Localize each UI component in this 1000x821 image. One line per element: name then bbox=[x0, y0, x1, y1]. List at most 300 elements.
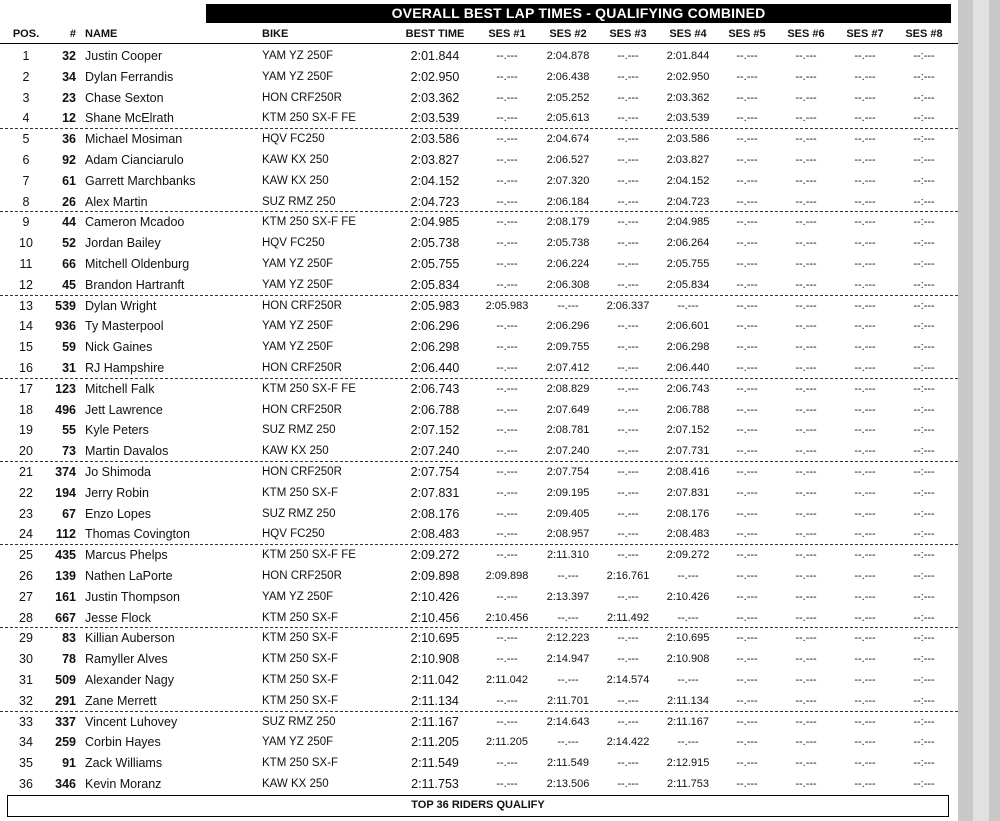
row-ses-2: 2:05.738 bbox=[546, 237, 590, 250]
table-row bbox=[0, 441, 958, 462]
row-bike: HQV FC250 bbox=[262, 133, 325, 146]
row-ses-4: --.--- bbox=[677, 736, 699, 749]
row-ses-6: --.--- bbox=[795, 403, 817, 416]
row-ses-1: --.--- bbox=[496, 257, 518, 270]
row-best-time: 2:04.985 bbox=[410, 215, 460, 230]
row-name: Jett Lawrence bbox=[85, 402, 163, 417]
row-best-time: 2:05.834 bbox=[410, 277, 460, 292]
row-ses-7: --.--- bbox=[854, 611, 876, 624]
row-ses-8: --:--- bbox=[913, 257, 935, 270]
row-ses-8: --:--- bbox=[913, 736, 935, 749]
row-number: 32 bbox=[62, 49, 76, 63]
row-number: 539 bbox=[55, 298, 76, 313]
row-ses-2: 2:06.224 bbox=[546, 257, 590, 270]
row-pos: 4 bbox=[22, 111, 30, 126]
header-best-time: BEST TIME bbox=[405, 28, 465, 40]
row-ses-3: --.--- bbox=[617, 320, 639, 333]
row-ses-2: 2:05.613 bbox=[546, 112, 590, 125]
row-ses-2: 2:06.296 bbox=[546, 320, 590, 333]
row-ses-8: --:--- bbox=[913, 569, 935, 582]
row-best-time: 2:11.753 bbox=[411, 776, 459, 791]
row-ses-2: 2:08.179 bbox=[546, 216, 590, 229]
row-ses-8: --:--- bbox=[913, 611, 935, 624]
row-best-time: 2:06.298 bbox=[410, 340, 460, 355]
row-ses-5: --.--- bbox=[736, 91, 758, 104]
row-ses-8: --:--- bbox=[913, 632, 935, 645]
header-ses-3: SES #3 bbox=[609, 28, 647, 40]
row-ses-6: --.--- bbox=[795, 174, 817, 187]
row-name: Enzo Lopes bbox=[85, 506, 152, 521]
row-name: Vincent Luhovey bbox=[85, 714, 178, 729]
row-pos: 33 bbox=[19, 714, 33, 729]
row-best-time: 2:11.167 bbox=[411, 714, 459, 729]
qualify-note: TOP 36 RIDERS QUALIFY bbox=[7, 795, 949, 817]
row-ses-3: --.--- bbox=[617, 528, 639, 541]
row-ses-1: --.--- bbox=[496, 237, 518, 250]
row-ses-1: --.--- bbox=[496, 361, 518, 374]
table-row bbox=[0, 192, 958, 213]
row-bike: SUZ RMZ 250 bbox=[262, 715, 336, 728]
table-row bbox=[0, 108, 958, 129]
row-ses-2: 2:07.240 bbox=[546, 445, 590, 458]
row-ses-7: --.--- bbox=[854, 424, 876, 437]
row-ses-1: --.--- bbox=[496, 216, 518, 229]
table-row bbox=[0, 400, 958, 421]
row-pos: 27 bbox=[19, 589, 33, 604]
row-pos: 11 bbox=[19, 256, 33, 271]
row-ses-7: --.--- bbox=[854, 757, 876, 770]
row-ses-3: --.--- bbox=[617, 112, 639, 125]
row-name: Justin Thompson bbox=[85, 589, 180, 604]
row-ses-3: --.--- bbox=[617, 715, 639, 728]
row-ses-1: --.--- bbox=[496, 195, 518, 208]
row-bike: YAM YZ 250F bbox=[262, 50, 334, 62]
row-pos: 19 bbox=[19, 423, 33, 438]
row-bike: HQV FC250 bbox=[262, 237, 325, 250]
row-bike: KTM 250 SX-F bbox=[262, 653, 339, 666]
table-row bbox=[0, 753, 958, 774]
row-pos: 16 bbox=[19, 360, 33, 375]
row-ses-7: --.--- bbox=[854, 403, 876, 416]
row-ses-7: --.--- bbox=[854, 237, 876, 250]
row-ses-3: --.--- bbox=[617, 424, 639, 437]
row-ses-7: --.--- bbox=[854, 653, 876, 666]
row-ses-3: --.--- bbox=[617, 195, 639, 208]
row-ses-7: --.--- bbox=[854, 50, 876, 62]
row-ses-3: --.--- bbox=[617, 174, 639, 187]
row-ses-8: --:--- bbox=[913, 424, 935, 437]
header-ses-8: SES #8 bbox=[905, 28, 943, 40]
row-ses-7: --.--- bbox=[854, 91, 876, 104]
row-ses-3: --.--- bbox=[617, 486, 639, 499]
row-ses-8: --:--- bbox=[913, 528, 935, 541]
row-name: Michael Mosiman bbox=[85, 132, 183, 147]
scrollbar-thumb[interactable] bbox=[973, 0, 989, 821]
row-number: 73 bbox=[62, 444, 76, 459]
row-name: Alex Martin bbox=[85, 194, 148, 209]
table-row bbox=[0, 732, 958, 753]
row-best-time: 2:04.723 bbox=[410, 194, 460, 209]
row-ses-3: --.--- bbox=[617, 507, 639, 520]
table-row bbox=[0, 316, 958, 337]
row-name: Corbin Hayes bbox=[85, 735, 161, 750]
sheet-title: OVERALL BEST LAP TIMES - QUALIFYING COMBINED bbox=[206, 4, 951, 23]
row-ses-5: --.--- bbox=[736, 590, 758, 603]
row-ses-8: --:--- bbox=[913, 174, 935, 187]
row-ses-2: 2:13.397 bbox=[546, 590, 590, 603]
row-ses-8: --:--- bbox=[913, 653, 935, 666]
row-best-time: 2:06.296 bbox=[410, 319, 460, 334]
row-ses-2: 2:13.506 bbox=[546, 777, 590, 790]
row-ses-2: 2:12.223 bbox=[546, 632, 590, 645]
row-ses-4: 2:08.416 bbox=[666, 465, 710, 478]
row-bike: KTM 250 SX-F bbox=[262, 757, 339, 770]
row-ses-5: --.--- bbox=[736, 569, 758, 582]
row-ses-7: --.--- bbox=[854, 257, 876, 270]
row-ses-5: --.--- bbox=[736, 133, 758, 146]
row-ses-5: --.--- bbox=[736, 757, 758, 770]
row-ses-4: 2:10.426 bbox=[666, 590, 710, 603]
row-ses-6: --.--- bbox=[795, 50, 817, 62]
row-bike: HON CRF250R bbox=[262, 465, 342, 478]
row-ses-8: --:--- bbox=[913, 50, 935, 62]
row-bike: KTM 250 SX-F bbox=[262, 673, 339, 686]
row-ses-6: --.--- bbox=[795, 736, 817, 749]
row-ses-1: --.--- bbox=[496, 91, 518, 104]
row-ses-4: 2:03.586 bbox=[666, 133, 710, 146]
row-ses-7: --.--- bbox=[854, 174, 876, 187]
row-best-time: 2:10.456 bbox=[410, 610, 460, 625]
row-bike: KTM 250 SX-F FE bbox=[262, 216, 356, 229]
row-ses-1: --.--- bbox=[496, 341, 518, 354]
row-ses-5: --.--- bbox=[736, 112, 758, 125]
row-ses-1: --.--- bbox=[496, 174, 518, 187]
row-number: 291 bbox=[55, 693, 76, 708]
row-pos: 20 bbox=[19, 444, 33, 459]
row-ses-4: 2:06.601 bbox=[666, 320, 710, 333]
table-row bbox=[0, 691, 958, 712]
row-number: 78 bbox=[62, 652, 76, 667]
row-best-time: 2:09.898 bbox=[410, 568, 460, 583]
row-ses-6: --.--- bbox=[795, 507, 817, 520]
row-ses-3: --.--- bbox=[617, 153, 639, 166]
row-number: 667 bbox=[55, 610, 76, 625]
row-number: 45 bbox=[62, 277, 76, 292]
row-name: Thomas Covington bbox=[85, 527, 190, 542]
row-best-time: 2:11.042 bbox=[411, 672, 459, 687]
row-number: 194 bbox=[55, 485, 76, 500]
row-ses-2: --.--- bbox=[557, 736, 579, 749]
row-ses-1: --.--- bbox=[496, 486, 518, 499]
results-table-body bbox=[0, 46, 958, 795]
row-ses-4: 2:06.440 bbox=[666, 361, 710, 374]
row-ses-3: --.--- bbox=[617, 50, 639, 62]
row-ses-5: --.--- bbox=[736, 673, 758, 686]
row-number: 435 bbox=[55, 548, 76, 563]
row-ses-2: 2:14.643 bbox=[546, 715, 590, 728]
row-ses-3: 2:11.492 bbox=[606, 611, 649, 624]
table-row bbox=[0, 171, 958, 192]
row-bike: HON CRF250R bbox=[262, 361, 342, 374]
row-ses-4: 2:06.788 bbox=[666, 403, 710, 416]
row-ses-2: --.--- bbox=[557, 611, 579, 624]
row-ses-1: --.--- bbox=[496, 320, 518, 333]
row-ses-1: --.--- bbox=[496, 715, 518, 728]
row-ses-8: --:--- bbox=[913, 153, 935, 166]
row-ses-8: --:--- bbox=[913, 757, 935, 770]
row-ses-6: --.--- bbox=[795, 91, 817, 104]
row-ses-4: 2:10.695 bbox=[666, 632, 710, 645]
row-ses-7: --.--- bbox=[854, 694, 876, 707]
row-ses-2: 2:09.755 bbox=[546, 341, 590, 354]
row-best-time: 2:06.440 bbox=[410, 360, 460, 375]
header-ses-1: SES #1 bbox=[488, 28, 526, 40]
row-ses-5: --.--- bbox=[736, 424, 758, 437]
row-bike: KAW KX 250 bbox=[262, 174, 329, 187]
row-ses-8: --:--- bbox=[913, 70, 935, 83]
row-pos: 7 bbox=[22, 173, 30, 188]
row-ses-1: --.--- bbox=[496, 465, 518, 478]
row-name: Martin Davalos bbox=[85, 444, 169, 459]
header-pos: POS. bbox=[12, 28, 40, 40]
row-ses-2: 2:07.754 bbox=[546, 465, 590, 478]
table-row bbox=[0, 337, 958, 358]
row-bike: KAW KX 250 bbox=[262, 445, 329, 458]
row-ses-5: --.--- bbox=[736, 736, 758, 749]
row-pos: 26 bbox=[19, 568, 33, 583]
row-pos: 13 bbox=[19, 298, 33, 313]
row-ses-7: --.--- bbox=[854, 715, 876, 728]
row-ses-2: 2:06.308 bbox=[546, 278, 590, 291]
row-name: Killian Auberson bbox=[85, 631, 175, 646]
row-number: 34 bbox=[62, 69, 76, 84]
row-number: 26 bbox=[62, 194, 76, 209]
row-best-time: 2:01.844 bbox=[410, 49, 460, 63]
table-row bbox=[0, 566, 958, 587]
row-ses-1: --.--- bbox=[496, 153, 518, 166]
row-ses-1: --.--- bbox=[496, 507, 518, 520]
row-ses-2: 2:11.549 bbox=[546, 757, 589, 770]
row-ses-2: --.--- bbox=[557, 299, 579, 312]
row-bike: SUZ RMZ 250 bbox=[262, 507, 336, 520]
row-ses-4: 2:03.362 bbox=[666, 91, 710, 104]
table-row bbox=[0, 88, 958, 109]
row-ses-8: --:--- bbox=[913, 133, 935, 146]
row-ses-8: --:--- bbox=[913, 549, 935, 562]
row-ses-5: --.--- bbox=[736, 153, 758, 166]
table-row bbox=[0, 504, 958, 525]
row-name: RJ Hampshire bbox=[85, 360, 165, 375]
row-ses-4: 2:07.831 bbox=[666, 486, 710, 499]
row-ses-4: 2:10.908 bbox=[666, 653, 710, 666]
row-bike: KAW KX 250 bbox=[262, 153, 329, 166]
row-ses-3: --.--- bbox=[617, 341, 639, 354]
row-name: Dylan Wright bbox=[85, 298, 157, 313]
row-ses-5: --.--- bbox=[736, 216, 758, 229]
row-ses-7: --.--- bbox=[854, 382, 876, 395]
row-ses-8: --:--- bbox=[913, 278, 935, 291]
row-best-time: 2:08.176 bbox=[410, 506, 460, 521]
row-ses-3: --.--- bbox=[617, 382, 639, 395]
row-ses-8: --:--- bbox=[913, 195, 935, 208]
row-ses-6: --.--- bbox=[795, 549, 817, 562]
row-bike: YAM YZ 250F bbox=[262, 70, 334, 83]
row-bike: KTM 250 SX-F FE bbox=[262, 112, 356, 125]
row-ses-1: 2:11.205 bbox=[485, 736, 528, 749]
row-ses-5: --.--- bbox=[736, 403, 758, 416]
row-bike: YAM YZ 250F bbox=[262, 341, 334, 354]
row-ses-5: --.--- bbox=[736, 299, 758, 312]
row-name: Jerry Robin bbox=[85, 485, 149, 500]
row-ses-3: --.--- bbox=[617, 361, 639, 374]
table-header bbox=[0, 25, 958, 44]
row-ses-7: --.--- bbox=[854, 569, 876, 582]
row-ses-1: --.--- bbox=[496, 777, 518, 790]
row-pos: 31 bbox=[19, 672, 33, 687]
row-ses-5: --.--- bbox=[736, 777, 758, 790]
row-bike: YAM YZ 250F bbox=[262, 257, 334, 270]
row-ses-5: --.--- bbox=[736, 632, 758, 645]
table-row bbox=[0, 296, 958, 317]
row-ses-8: --:--- bbox=[913, 382, 935, 395]
row-ses-3: --.--- bbox=[617, 257, 639, 270]
row-bike: YAM YZ 250F bbox=[262, 278, 334, 291]
table-row bbox=[0, 67, 958, 88]
row-name: Adam Cianciarulo bbox=[85, 152, 184, 167]
row-best-time: 2:06.788 bbox=[410, 402, 460, 417]
row-ses-2: 2:11.310 bbox=[546, 549, 589, 562]
row-ses-8: --:--- bbox=[913, 237, 935, 250]
row-ses-8: --:--- bbox=[913, 486, 935, 499]
row-ses-7: --.--- bbox=[854, 445, 876, 458]
row-name: Nick Gaines bbox=[85, 340, 153, 355]
row-name: Jo Shimoda bbox=[85, 464, 152, 479]
row-name: Mitchell Falk bbox=[85, 381, 155, 396]
row-ses-2: 2:07.412 bbox=[546, 361, 590, 374]
row-ses-6: --.--- bbox=[795, 320, 817, 333]
row-ses-3: 2:06.337 bbox=[606, 299, 650, 312]
row-ses-3: --.--- bbox=[617, 632, 639, 645]
row-ses-8: --:--- bbox=[913, 777, 935, 790]
row-ses-4: 2:11.134 bbox=[666, 694, 709, 707]
row-number: 67 bbox=[62, 506, 76, 521]
row-ses-5: --.--- bbox=[736, 694, 758, 707]
row-ses-4: --.--- bbox=[677, 299, 699, 312]
row-ses-3: --.--- bbox=[617, 70, 639, 83]
row-best-time: 2:07.831 bbox=[410, 485, 460, 500]
row-ses-6: --.--- bbox=[795, 112, 817, 125]
row-ses-6: --.--- bbox=[795, 632, 817, 645]
row-ses-1: 2:09.898 bbox=[485, 569, 529, 582]
row-pos: 3 bbox=[22, 90, 30, 105]
row-pos: 6 bbox=[22, 152, 30, 167]
row-ses-5: --.--- bbox=[736, 174, 758, 187]
row-best-time: 2:10.908 bbox=[410, 652, 460, 667]
row-ses-2: 2:06.438 bbox=[546, 70, 590, 83]
row-ses-2: 2:08.957 bbox=[546, 528, 590, 541]
row-ses-3: --.--- bbox=[617, 216, 639, 229]
row-ses-4: 2:06.264 bbox=[666, 237, 710, 250]
row-ses-6: --.--- bbox=[795, 694, 817, 707]
row-ses-4: --.--- bbox=[677, 569, 699, 582]
row-ses-5: --.--- bbox=[736, 528, 758, 541]
row-pos: 30 bbox=[19, 652, 33, 667]
row-name: Jordan Bailey bbox=[85, 236, 161, 251]
table-row bbox=[0, 254, 958, 275]
row-bike: HON CRF250R bbox=[262, 299, 342, 312]
row-ses-4: 2:06.743 bbox=[666, 382, 710, 395]
row-ses-6: --.--- bbox=[795, 590, 817, 603]
header-ses-7: SES #7 bbox=[846, 28, 884, 40]
row-pos: 28 bbox=[19, 610, 33, 625]
row-ses-6: --.--- bbox=[795, 445, 817, 458]
header-number: # bbox=[69, 28, 76, 40]
row-ses-5: --.--- bbox=[736, 237, 758, 250]
row-number: 55 bbox=[62, 423, 76, 438]
row-ses-7: --.--- bbox=[854, 632, 876, 645]
row-ses-6: --.--- bbox=[795, 299, 817, 312]
row-number: 496 bbox=[55, 402, 76, 417]
row-ses-3: --.--- bbox=[617, 278, 639, 291]
row-pos: 25 bbox=[19, 548, 33, 563]
row-ses-2: 2:11.701 bbox=[546, 694, 589, 707]
row-pos: 14 bbox=[19, 319, 33, 334]
table-row bbox=[0, 712, 958, 733]
row-ses-1: --.--- bbox=[496, 445, 518, 458]
table-row bbox=[0, 628, 958, 649]
row-best-time: 2:07.152 bbox=[410, 423, 460, 438]
row-ses-1: --.--- bbox=[496, 757, 518, 770]
row-ses-2: 2:14.947 bbox=[546, 653, 590, 666]
row-ses-4: 2:04.985 bbox=[666, 216, 710, 229]
row-best-time: 2:03.827 bbox=[410, 152, 460, 167]
table-row bbox=[0, 608, 958, 629]
row-pos: 23 bbox=[19, 506, 33, 521]
row-ses-5: --.--- bbox=[736, 653, 758, 666]
row-ses-2: 2:07.320 bbox=[546, 174, 590, 187]
table-row bbox=[0, 420, 958, 441]
row-ses-7: --.--- bbox=[854, 70, 876, 83]
row-ses-3: --.--- bbox=[617, 757, 639, 770]
row-ses-4: 2:05.834 bbox=[666, 278, 710, 291]
row-ses-7: --.--- bbox=[854, 299, 876, 312]
row-ses-5: --.--- bbox=[736, 486, 758, 499]
row-pos: 17 bbox=[19, 381, 33, 396]
row-best-time: 2:11.134 bbox=[411, 693, 459, 708]
row-bike: KAW KX 250 bbox=[262, 777, 329, 790]
row-number: 374 bbox=[55, 464, 76, 479]
row-best-time: 2:10.695 bbox=[410, 631, 460, 646]
row-ses-1: --.--- bbox=[496, 112, 518, 125]
row-ses-8: --:--- bbox=[913, 299, 935, 312]
row-number: 259 bbox=[55, 735, 76, 750]
row-ses-4: 2:09.272 bbox=[666, 549, 710, 562]
row-ses-8: --:--- bbox=[913, 91, 935, 104]
row-ses-4: 2:02.950 bbox=[666, 70, 710, 83]
row-name: Alexander Nagy bbox=[85, 672, 174, 687]
row-ses-5: --.--- bbox=[736, 195, 758, 208]
row-bike: KTM 250 SX-F FE bbox=[262, 549, 356, 562]
row-name: Mitchell Oldenburg bbox=[85, 256, 190, 271]
row-name: Marcus Phelps bbox=[85, 548, 168, 563]
row-ses-3: --.--- bbox=[617, 777, 639, 790]
row-number: 66 bbox=[62, 256, 76, 271]
header-ses-6: SES #6 bbox=[787, 28, 825, 40]
table-row bbox=[0, 774, 958, 795]
row-best-time: 2:03.586 bbox=[410, 132, 460, 147]
row-ses-6: --.--- bbox=[795, 341, 817, 354]
row-ses-7: --.--- bbox=[854, 112, 876, 125]
